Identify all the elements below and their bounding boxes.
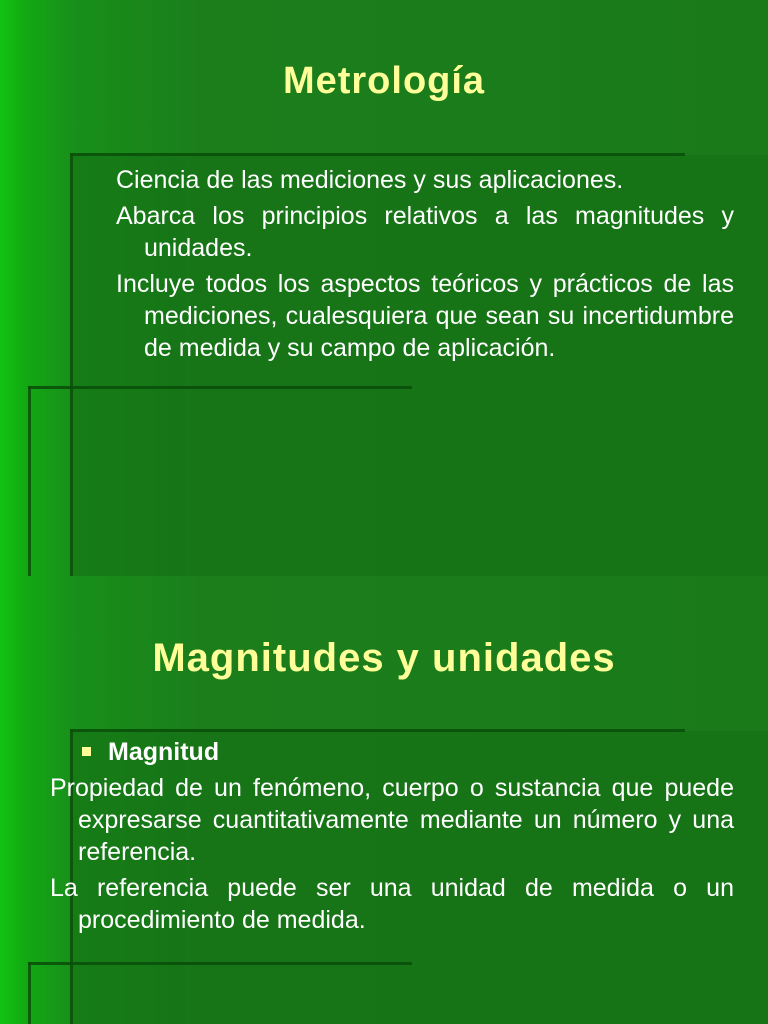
paragraph-includes: Incluye todos los aspectos teóricos y prácticos de las mediciones, cualesquiera que sean su incertidumbre de medida y su campo de aplicación. [116, 270, 734, 362]
slide-title: Metrología [282, 60, 486, 102]
slide-body [116, 164, 734, 368]
slide-body [50, 736, 734, 940]
frame-line-left-lower [28, 962, 31, 1024]
paragraph-magnitud-definition: Propiedad de un fenómeno, cuerpo o sustancia que puede expresarse cuantitativamente mediante un número y una referencia. [50, 774, 734, 866]
frame-line-top [70, 729, 685, 732]
frame-line-top [70, 153, 685, 156]
paragraph-definition: Ciencia de las mediciones y sus aplicaciones. [116, 166, 624, 194]
paragraph-scope: Abarca los principios relativos a las magnitudes y unidades. [116, 202, 734, 262]
paragraph-referencia: La referencia puede ser una unidad de medida o un procedimiento de medida. [50, 874, 734, 934]
bullet-item-magnitud [78, 736, 734, 768]
frame-line-mid [28, 962, 412, 965]
bullet-label: Magnitud [108, 738, 220, 766]
square-bullet-icon [82, 747, 91, 756]
slide-title: Magnitudes y unidades [152, 636, 616, 680]
frame-line-left-lower [28, 386, 31, 576]
frame-line-left [70, 153, 73, 576]
frame-line-mid [28, 386, 412, 389]
slide-magnitudes-unidades [0, 576, 768, 1024]
